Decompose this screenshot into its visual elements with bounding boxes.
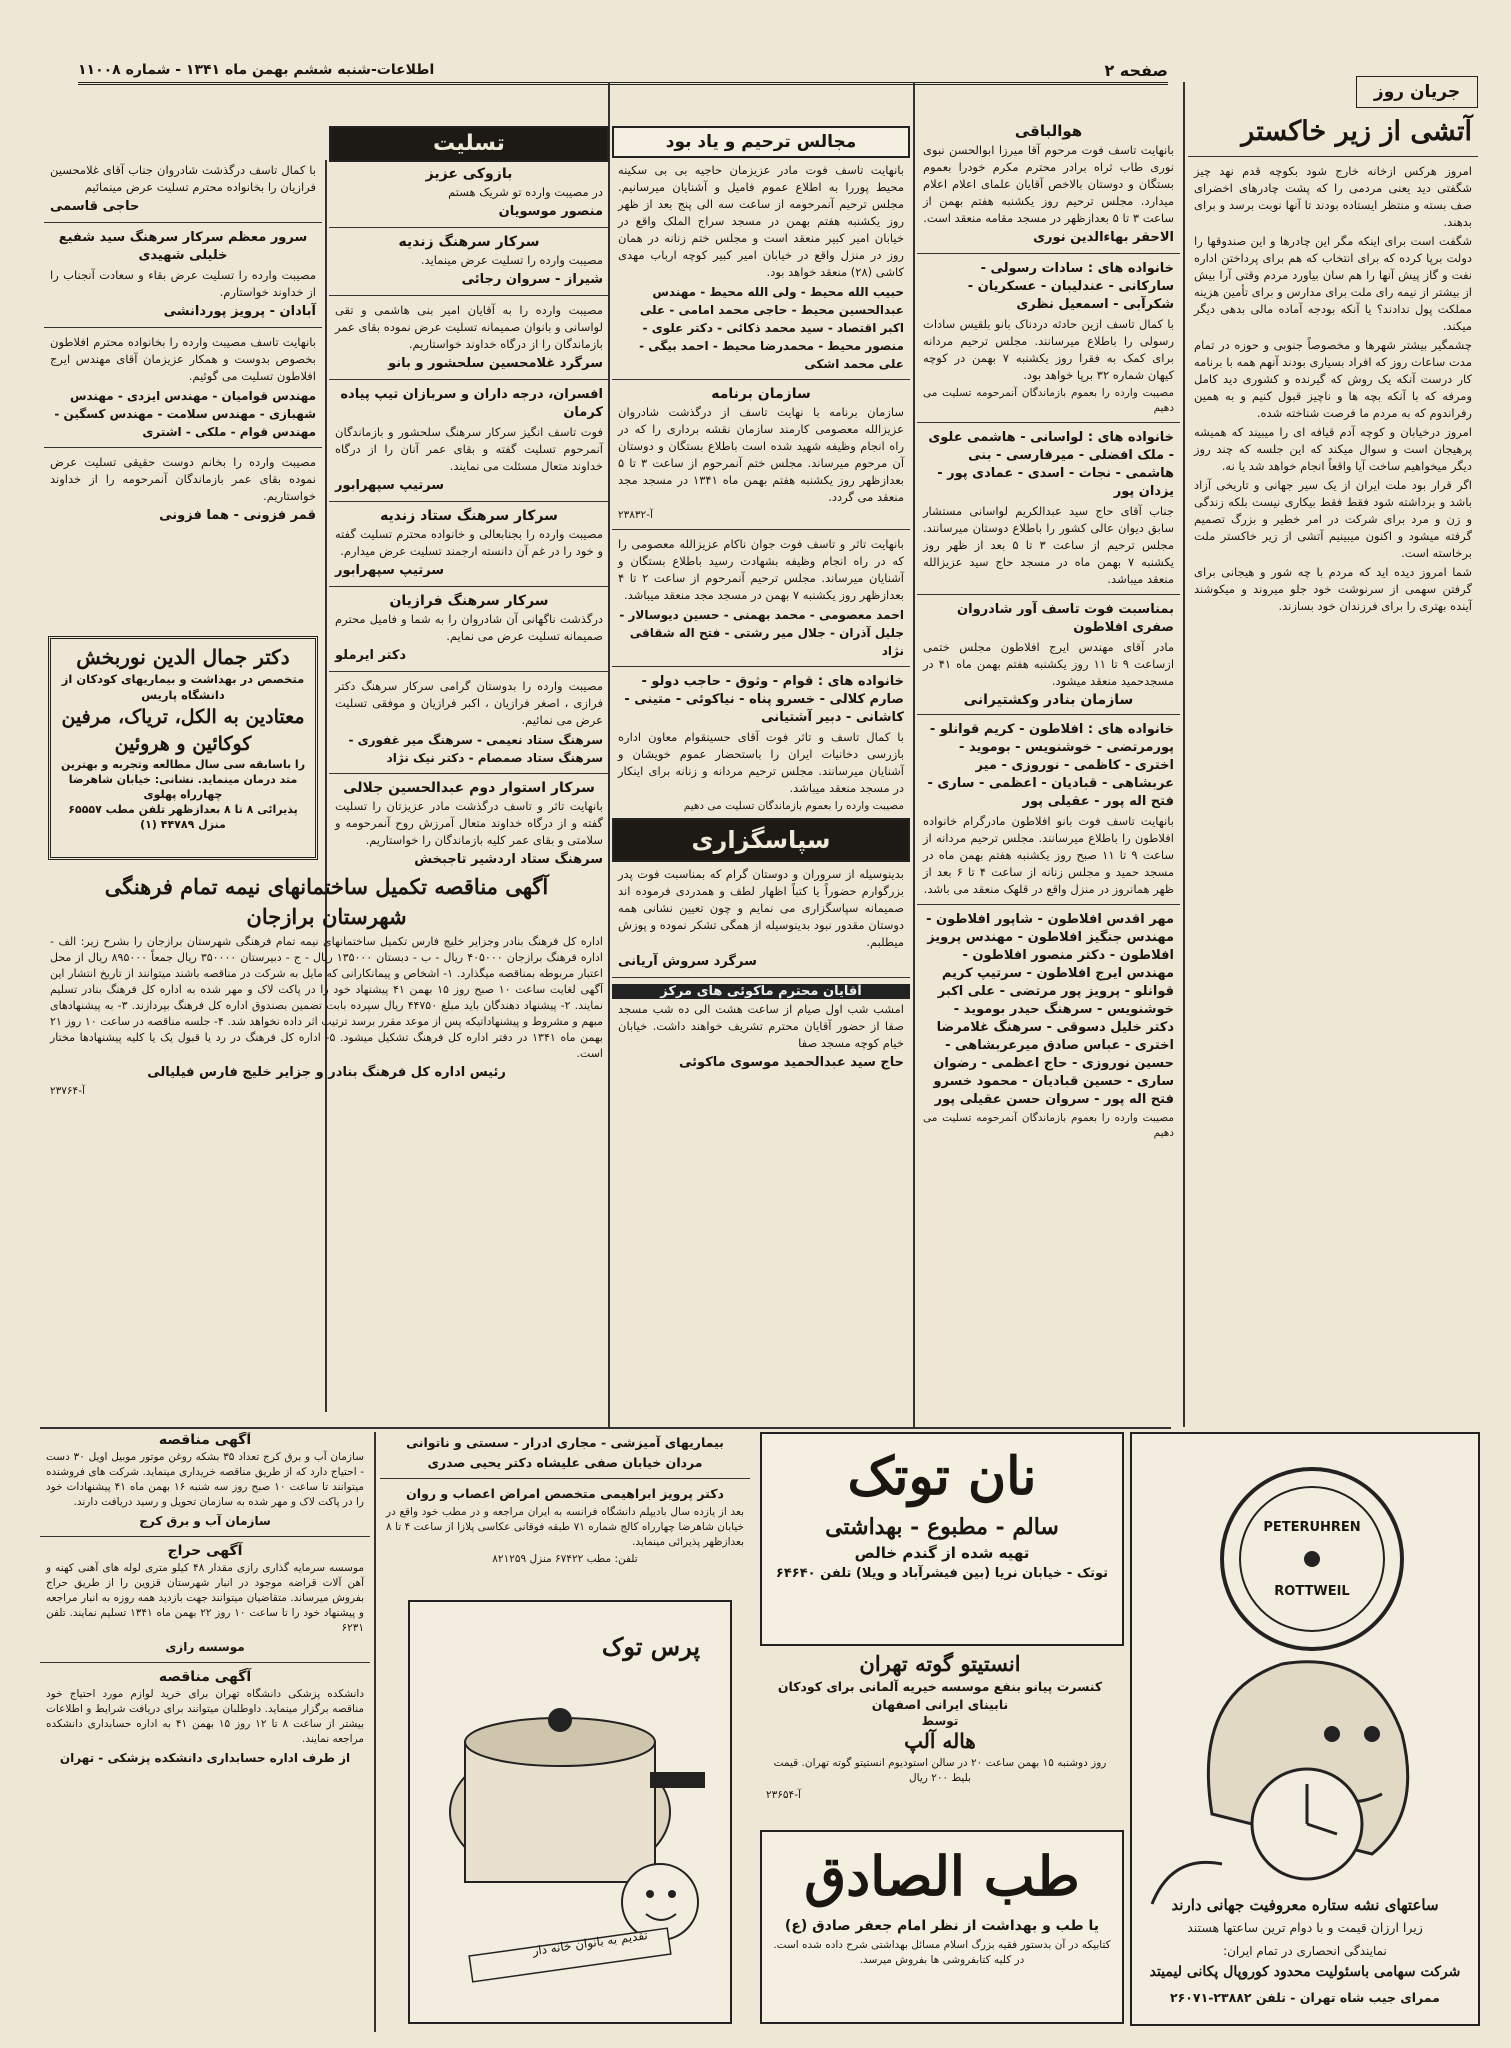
notice-title: بازوکی عزیز (425, 166, 513, 182)
watch-city: ROTTWEIL (1274, 1584, 1350, 1599)
doctors-phone: تلفن: مطب ۶۷۴۲۲ منزل ۸۲۱۲۵۹ (492, 1553, 638, 1565)
notice-title: سرکار سرهنگ زندیه (398, 234, 540, 250)
notice-title: آقایان محترم ماکوئی های مرکز (612, 984, 910, 999)
watch-company: شرکت سهامی باسئولیت محدود کوروپال پکانی لیمیتد (1149, 1964, 1461, 1980)
ad-headline: کوکائین و هروئین (114, 733, 252, 755)
notice-signature: سرتیپ سپهرابور (335, 478, 445, 493)
bottom-rule (40, 1427, 1171, 1429)
column-rule (1183, 82, 1185, 1427)
notice-signature: مصیبت وارده را بعموم بازماندگان آنمرحومه تسلیت می دهیم (923, 387, 1174, 414)
watch-ad (1130, 1432, 1480, 2026)
doctors-title: بیماریهای آمیزشی - مجاری ادرار - سستی و ناتوانی (406, 1435, 724, 1450)
thanks-banner: سپاسگزاری (612, 818, 910, 862)
classified-title: آگهی مناقصه (158, 1669, 252, 1685)
notice-body: در مصیبت وارده تو شریک هستم (448, 185, 603, 199)
notice-body: مصیبت وارده را به آقایان امیر بنی هاشمی و تقی لواسانی و بانوان صمیمانه تسلیت عرض نموده بقای عمر بازماندگان را از درگاه خداوند خواستاریم. (335, 303, 603, 351)
bread-ad (760, 1432, 1124, 1646)
notice-body: با کمال تاسف ازین حادثه دردناک بانو بلقیس سادات رسولی را باطلاع میرسانند. مجلس ترحیم مردانه برای کمک به فقرا روز یکشنبه ۷ بهمن در کوچه کیهان شماره ۳۲ برپا خواهد بود. (923, 317, 1174, 382)
column-rule (913, 82, 915, 1427)
ad-headline: معتادین به الکل، تریاک، مرفین (61, 706, 305, 728)
notice-signature: الاحقر بهاءالدین نوری (1033, 230, 1174, 245)
notice-signature: سرتیپ سپهرابور (335, 563, 445, 578)
bread-slogan: سالم - مطبوع - بهداشتی (825, 1514, 1059, 1540)
notice-title: افسران، درجه داران و سربازان تیپ پیاده کرمان (340, 387, 603, 420)
goethe-artist: هاله آلپ (904, 1729, 976, 1753)
doctor-name: دکتر جمال الدین نوربخش (76, 645, 290, 669)
column-memorials-b (612, 122, 910, 1422)
notice-title: خانواده های : لواسانی - هاشمی علوی - ملک افضلی - میرفارسی - بنی هاشمی - نجات - اسدی - عمادی پور - یزدان پور (928, 430, 1174, 499)
notice-body: با کمال تاسف درگذشت شادروان جناب آقای غلامحسین فرازیان را بخانواده محترم تسلیت عرض مینمائیم (50, 163, 316, 194)
classified-signature: سازمان آب و برق کرج (139, 1514, 271, 1528)
doctors-line: دکتر پرویز ابراهیمی متخصص امراض اعصاب و روان (406, 1486, 724, 1501)
watch-brand: PETERUHREN (1263, 1520, 1361, 1535)
notice-title: خانواده های : سادات رسولی - سارکانی - عندلیبان - عسکریان - شکرآبی - اسمعیل نظری (967, 261, 1174, 312)
tender-body: اداره کل فرهنگ بنادر وجزایر خلیج فارس تکمیل ساختمانهای نیمه تمام فرهنگی شهرستان برازجان را بشرح زیر: الف - اداره فرهنگ برازجان ۴۰۵۰۰۰ ریال - ب - دبستان ۱۳۵۰۰۰ ریال - ج - دبیرستان ۳۵۰۰۰۰ ریال جمعاً ۸۹۵۰۰۰ ریال از محل اعتبار مربوطه بمناقصه میگذارد. ۱- اشخاص و پیمانکارانی که مایل به شرکت در مناقصه باشند میتوانند از تاریخ انتشار این آگهی لغایت ساعت ۱۰ صبح روز ۱۵ بهمن ۴۱ پیشنهاد خود را در پاکت لاک و مهر شده به اداره کل فرهنگ بنادر تسلیم نمایند. ۲- پیشنهاد دهندگان باید مبلغ ۴۴۷۵۰ ریال سپرده بابت تضمین بصندوق اداره کل فرهنگ بپردازند. ۳- به پیشنهادهای مبهم و مشروط و پیشنهاداتیکه پس از موعد مقرر برسد ترتیب اثر داده نخواهد شد. ۴- جلسه مناقصه در ساعت ۱۰ روز ۲۱ بهمن ماه ۱۳۴۱ در دفتر اداره کل فرهنگ تشکیل میشود. ۵- اداره کل فرهنگ در رد یا قبول یک یا کلیه پیشنهادها مختار است. (50, 935, 604, 1060)
goethe-details: روز دوشنبه ۱۵ بهمن ساعت ۲۰ در سالن استودیوم انستیتو گوته تهران. قیمت بلیط ۲۰۰ ریال (773, 1757, 1107, 1784)
notice-body: مصیبت وارده را بدوستان گرامی سرکار سرهنگ دکتر فرازی ، اصغر فرازیان ، اکبر فرازیان و موفقی تسلیت عرض می نمائیم. (335, 679, 603, 727)
tender-signature: رئیس اداره کل فرهنگ بنادر و جزایر خلیج فارس فیلیالی (147, 1065, 506, 1080)
notice-body: بانهایت تاسف مصیبت وارده را بخانواده محترم افلاطون بخصوص بدوست و همکار عزیزمان آقای مهندس ایرج افلاطون تسلیت می گوئیم. (50, 335, 316, 383)
thanks-signature: سرگرد سروش آریانی (618, 954, 757, 969)
notice-body: بانهایت تاثر و تاسف درگذشت مادر عزیزتان را تسلیت گفته و از درگاه خداوند متعال آمرزش روح آنمرحومه و سلامتی و بقای عمر کلیه بازماندگان را خواستاریم. (335, 799, 603, 847)
goethe-code: آ-۲۳۶۵۴ (766, 1789, 801, 1801)
tender-headline: آگهی مناقصه تکمیل ساختمانهای نیمه تمام فرهنگی شهرستان برازجان (104, 874, 549, 929)
notice-body: مصیبت وارده را تسلیت عرض بقاء و سعادت آنجناب را از خداوند خواستارم. (50, 268, 316, 299)
goethe-ad (760, 1650, 1120, 1815)
notice-signature: مصیبت وارده را بعموم بازماندگان آنمرحومه تسلیت می دهیم (923, 1112, 1174, 1139)
notice-body: بانهایت تاثر و تاسف فوت جوان ناکام عزیزالله معصومی را که در راه انجام وظیفه بشهادت رسید باطلاع بستگان و آشنایان میرساند. مجلس ترحیم آنمرحوم از ساعت ۲ تا ۴ بعدازظهر روز یکشنبه ۷ بهمن در مسجد مجد منعقد میباشد. (618, 537, 905, 602)
pressure-cooker-ad (408, 1600, 732, 2024)
watch-agency: نمایندگی انحصاری در تمام ایران: (1223, 1944, 1387, 1958)
goethe-by: توسط (921, 1714, 959, 1728)
goethe-text: کنسرت پیانو بنفع موسسه خیریه آلمانی برای کودکان نابینای ایرانی اصفهان (777, 1679, 1103, 1712)
cooker-illustration (410, 1602, 730, 2022)
notice-signature: منصور موسویان (498, 204, 603, 219)
notice-title: سرور معظم سرکار سرهنگ سید شفیع خلیلی شهیدی (58, 230, 308, 263)
notice-signature: قمر فزونی - هما فزونی (159, 508, 316, 523)
watch-slogan: ساعتهای نشه ستاره معروفیت جهانی دارند (1171, 1896, 1439, 1914)
notice-signature: حاج سید عبدالحمید موسوی ماکوئی (679, 1055, 904, 1070)
notice-body: سازمان برنامه با نهایت تاسف از درگذشت شادروان عزیزالله معصومی کارمند سازمان نقشه برداری را که در راه انجام وظیفه شهید شده است باطلاع بستگان و دوستان آن مرحوم میرساند. مجلس ختم آنمرحوم از ساعت ۳ تا ۵ بعدازظهر روز یکشنبه هفتم بهمن ماه ۱۳۴۱ در مسجد مجد منعقد می گردد. (618, 405, 905, 504)
bread-brand: نان توتک (847, 1446, 1037, 1507)
notice-body: امشب شب اول صیام از ساعت هشت الی ده شب مسجد صفا از حضور آقایان محترم تشریف خواهند داشت. خیابان خیام کوچه مسجد صفا (618, 1002, 904, 1050)
notice-signature: حبیب الله محیط - ولی الله محیط - مهندس عبدالحسین محیط - حاجی محمد امامی - علی اکبر اقتصاد - سید محمد ذکائی - دکتر علوی - منصور محیط - محمدرضا محیط - احمد بیگی - علی محمد اشکی (639, 285, 904, 371)
page-number: صفحه ۲ (1104, 60, 1168, 80)
notice-body: با کمال تاسف و تاثر فوت آقای حسینقوام معاون اداره بازرسی دخانیات ایران را باستحضار عموم خویشان و آشنایان میرسانند. مجلس ترحیم مردانه و زنانه برای اینکار در مسجد منعقد میباشد. (618, 730, 904, 795)
doctors-body: بعد از یازده سال بادیپلم دانشگاه فرانسه به ایران مراجعه و در مطب خود واقع در خیابان شاهرضا چهارراه کالج شماره ۷۱ طبقه فوقانی عکاسی پلازا از ساعت ۴ تا ۸ بعدازظهر پذیرائی مینماید. (386, 1506, 744, 1548)
column-condolences-b (44, 160, 322, 630)
notice-body: بانهایت تاسف فوت مادر عزیزمان حاجیه بی بی سکینه محیط پوررا به اطلاع عموم فامیل و آشنایان میرسانیم. مجلس ترحیم آنمرحومه از ساعت سه الی پنج بعد از ظهر روز یکشنبه هفتم بهمن در مسجد سراج الملک واقع در خیابان امیر کبیر منعقد است و مجلس ختم زنانه در همان روز در منزل واقع در خیابان امیر کبیر کوچه ارباب مهدی کاشی (۲۸) منعقد خواهد بود. (618, 163, 904, 279)
column-memorials-a (917, 122, 1180, 1422)
notice-body: مادر آقای مهندس ایرج افلاطون مجلس ختمی ازساعت ۹ تا ۱۱ روز یکشنبه هفتم بهمن ماه ۴۱ در مسجدحمید منعقد میشود. (923, 640, 1175, 688)
notice-body: بانهایت تاسف فوت بانو افلاطون مادرگرام خانواده افلاطون را باطلاع میرسانند. مجلس ترحیم مردانه از ساعت ۹ تا ۱۱ صبح روز یکشنبه هفتم بهمن ماه در مسجد حمید و مجلس زنانه از ساعت ۴ تا ۶ بعد از ظهر همانروز در منزل واقع در قلهک منعقد می باشد. (923, 814, 1175, 896)
notice-signature: حاجی قاسمی (50, 199, 140, 214)
notice-title: سرکار سرهنگ ستاد زندیه (380, 508, 558, 524)
doctor-specialty: متخصص در بهداشت و بیماریهای کودکان از دانشگاه پاریس (61, 672, 305, 702)
notice-title: هوالباقی (1014, 122, 1083, 140)
watch-slogan-2: زیرا ارزان قیمت و با دوام ترین ساعتها هستند (1187, 1920, 1423, 1935)
notice-signature: مهندس قوامیان - مهندس ایزدی - مهندس شهبازی - مهندس سلامت - مهندس کسگین - مهندس قوام - ملکی - اشتری (54, 389, 316, 439)
classified-ads (40, 1432, 370, 2032)
editorial-paragraph: امروز هرکس ازخانه خارج شود بکوچه قدم نهد چیز شگفتی دید یعنی مردمی را که پشت چادرهای اخضرای صف بسته و منتظر ایستاده بودند تا آنها نوبت برسد و برای بدهند. (1194, 164, 1472, 229)
tender-notice (44, 872, 609, 1412)
notice-signature: سرهنگ ستاد اردشیر تاجبخش (414, 852, 603, 867)
page-header (78, 58, 1168, 85)
goethe-title: انستیتو گوته تهران (859, 1651, 1021, 1676)
notice-body: فوت تاسف انگیز سرکار سرهنگ سلحشور و بازماندگان آنمرحوم تسلیت گفته و بقای عمر آنان را از درگاه خداوند متعال مسئلت می نمایند. (335, 425, 603, 473)
doctor-address: را باسابقه سی سال مطالعه وتجربه و بهترین متد درمان مینماید. نشانی: خیابان شاهرضا چهارراه پهلوی (60, 758, 306, 801)
notice-code: آ-۲۳۸۳۲ (618, 509, 653, 521)
notice-names: مهر اقدس افلاطون - شاپور افلاطون - مهندس جنگیز افلاطون - مهندس پرویز افلاطون - دکتر منصور افلاطون - مهندس ایرج افلاطون - سرتیپ کریم قوانلو - پرویز پور مرتضی - علی اکبر خوشنویس - سرهنگ حیدر بوموید - دکتر خلیل دسوقی - سرهنگ غلامرضا اختری - عباس صادق میرعربشاهی - حسین نوروزی - حاج اعظمی - رضوان ساری - حسین قبادیان - محمود خسرو فتح اله پور - سروان حسن عقیلی پور (926, 912, 1174, 1107)
cooker-caption: تقدیم به بانوان خانه دار (531, 1927, 649, 1959)
notice-signature: سازمان بنادر وکشتیرانی (963, 692, 1134, 708)
editorial-paragraph: شگفت است برای اینکه مگر این چادرها و این صندوقها را دولت برپا کرده که برای انتخاب که هم برای پرداختن اداره نفت و گاز پیش آنها را هم سان بیاورد مردم وقتی آرا بیش از بیشتر از نیمه رای ملت برای مدارس و برای تأمین هزینه مملکت پول ندادند؟ یا آنکه بودجه آماده مالی بدهی دیگر میکند. (1194, 234, 1472, 333)
editorial-paragraph: اگر قرار بود ملت ایران از یک سیر جهانی و تاریخی آزاد باشد و برداشته شود فقط فقط بیکاری نیست بلکه زندگی و زن و مرد برای شرکت در امر خطیر و بزرگ تصمیم گرفته میشود و اکنون میبینیم آتشی از زیر خاکستر ملت برخاسته است. (1194, 478, 1472, 560)
notice-title: سرکار استوار دوم عبدالحسین جلالی (343, 780, 595, 796)
editorial-paragraph: شما امروز دیده اید که مردم با چه شور و هیجانی برای گرفتن سهمی از سرنوشت خود جلو میروند و میکوشند آینده بهتری را برای فرزندان خود بسازند. (1194, 565, 1472, 613)
notice-body: مصیبت وارده را بخانم دوست حقیقی تسلیت عرض نموده بقای عمر بازماندگان آنمرحومه را از خداوند خواستاریم. (50, 455, 316, 503)
issue-info: اطلاعات-شنبه ششم بهمن ماه ۱۳۴۱ - شماره ۱۱۰۰۸ (78, 62, 435, 78)
notice-body: مصیبت وارده را تسلیت عرض مینماید. (420, 253, 603, 267)
classified-title: آگهی حراج (167, 1543, 243, 1559)
column-editorial (1188, 72, 1478, 1432)
notice-signature: آبادان - پرویز پوردانشی (163, 304, 316, 319)
notice-signature: سرهنگ ستاد نعیمی - سرهنگ میر غفوری - سرهنگ ستاد صمصام - دکتر نیک نژاد (348, 733, 603, 765)
notice-title: بمناسبت فوت تاسف آور شادروان صفری افلاطون (957, 602, 1174, 635)
section-label: جریان روز (1356, 76, 1478, 108)
editorial-paragraph: امروز درخیابان و کوچه آدم قیافه ای را میبیند که همیشه پرهیجان است و سوال میکند که این جلسه که چند روز دیگر میخواهیم ساخت آیا واقعاً انجام خواهد شد یا نه. (1194, 425, 1472, 473)
notice-signature: احمد معصومی - محمد بهمنی - حسین دیوسالار - جلیل آذران - جلال میر رشتی - فتح اله شقاقی نژاد (619, 608, 904, 658)
book-title: طب الصادق (804, 1844, 1080, 1908)
tender-code: آ-۲۳۷۶۴ (50, 1085, 85, 1097)
book-subtitle: یا طب و بهداشت از نظر امام جعفر صادق (ع) (784, 1918, 1100, 1934)
cooker-brand: پرس توک (601, 1632, 700, 1661)
notice-signature: دکتر ایرملو (335, 648, 407, 663)
editorial-paragraph: چشمگیر بیشتر شهرها و مخصوصاً جنوبی و حوزه در تمام مدت ساعات روز که افراد بسیاری بودند آنهم همه با برنامه کار درست آنکه یک روش که گیرنده و کشوری دید کامل ومرفه که با آنکه بچه ها و ناچیز قبول کنیم و به همین رفراندوم که به مردم ما فرصت شناخته شده. (1194, 338, 1472, 420)
notice-body: بانهایت تاسف فوت مرحوم آقا میرزا ابوالحسن نبوی نوری طاب ثراه برادر محترم مکرم خودرا بعموم بستگان و دوستان بالاخص آقایان علمای اعلام اعلام میدارد. مجلس ترحیم روز یکشنبه هفتم بهمن از ساعت ۳ تا ۵ بعدازظهر در مسجد مقامه منعقد است. (923, 143, 1174, 225)
thanks-body: بدینوسیله از سروران و دوستان گرام که بمناسبت فوت پدر بزرگوارم حضوراً یا کتباً اظهار لطف و همدردی فرموده اند صمیمانه سپاسگزاری می نمایم و چون تعیین نشانی همه دوستان مقدور نبود بدینوسیله از همگی تشکر نموده و پوزش میطلبم. (618, 867, 904, 949)
watch-address: ممرای جیب شاه تهران - تلفن ۲۳۸۸۲-۲۶۰۷۱ (1170, 1990, 1440, 2005)
classified-body: سازمان آب و برق کرج تعداد ۳۵ بشکه روغن موتور موبیل اویل ۳۰ دست - احتیاج دارد که از طریق مناقصه خریداری مینماید. شرکت های فروشنده میتوانند تا ساعت ۱۰ صبح روز سه شنبه ۱۶ بهمن ماه ۴۱ پیشنهادات خود را در پاکت لاک و مهر شده به سازمان تحویل و رسید دریافت دارند. (46, 1451, 364, 1508)
doctors-ad (380, 1432, 750, 1590)
notice-title: خانواده های : قوام - وثوق - حاجب دولو - صارم کلالی - خسرو پناه - نیاکوئی - متینی - کاشانی - دبیر آشتیانی (624, 674, 904, 725)
notice-signature: شیراز - سروان رجائی (461, 272, 603, 287)
doctor-ad (48, 636, 318, 860)
classified-body: دانشکده پزشکی دانشگاه تهران برای خرید لوازم مورد احتیاج خود مناقصه برگزار مینماید. داوطلبان میتوانند برای دریافت شرایط و اطلاعات بیشتر از ساعت ۸ تا ۱۲ روز ۱۵ بهمن ۴۱ به اداره حسابداری دانشکده مراجعه نمایند. (46, 1688, 365, 1745)
book-ad (760, 1830, 1124, 2024)
notice-title: خانواده های : افلاطون - کریم قوانلو - پورمرتضی - خوشنویس - بوموید - اختری - کاظمی - نوروزی - میر عربشاهی - قبادیان - اعظمی - ساری - فتح اله پور - عقیلی پور (927, 722, 1174, 809)
notice-signature: سرگرد غلامحسین سلحشور و بانو (388, 356, 603, 371)
notice-signature: مصیبت وارده را بعموم بازماندگان تسلیت می دهیم (683, 800, 904, 812)
editorial-headline: آتشی از زیر خاکستر (1241, 116, 1472, 147)
notice-body: مصیبت وارده را بجنابعالی و خانواده محترم تسلیت گفته و خود را در غم آن دانسته ارجمند تسلیت عرض میدارم. (335, 527, 603, 558)
classified-signature: موسسه رازی (165, 1640, 245, 1654)
notice-body: درگذشت ناگهانی آن شادروان را به شما و فامیل محترم صمیمانه تسلیت عرض می نمایم. (335, 612, 603, 643)
classified-body: موسسه سرمایه گذاری رازی مقدار ۴۸ کیلو متری لوله های آهنی کهنه و آهن آلات قراضه موجود در انبار شهرستان قزوین را از طریق حراج بفروش میرساند. متقاضیان میتوانند جهت بازدید همه روزه به انبار مراجعه و پیشنهاد خود را تا ساعت ۱۰ روز ۲۲ بهمن ماه ۱۳۴۱ تسلیم نمایند. تلفن ۶۲۳۱ (46, 1562, 364, 1634)
notice-title: سازمان برنامه (711, 386, 811, 402)
bread-address: توتک - خیابان نریا (بین فیشرآباد و ویلا) تلفن ۶۴۶۴۰ (775, 1566, 1109, 1581)
condolence-banner: تسلیت (329, 126, 609, 162)
book-text: کتابیکه در آن بدستور فقیه بزرگ اسلام مسائل بهداشتی شرح داده شده است. در کلیه کتابفروشی ها بفروش میرسد. (773, 1939, 1111, 1966)
classified-title: آگهی مناقصه (158, 1432, 252, 1448)
doctors-line: مردان خیابان صفی علیشاه دکتر یحیی صدری (427, 1455, 703, 1470)
bread-line: تهیه شده از گندم خالص (854, 1544, 1030, 1562)
notice-body: جناب آقای حاج سید عبدالکریم لواسانی مستشار سابق دیوان عالی کشور را باطلاع دوستان میرسانند. مجلس ترحیم از ساعت ۳ تا ۵ بعد از ظهر روز یکشنبه ۷ بهمن ماه در مسجد حاج سید عزیزالله منعقد میباشد. (923, 504, 1175, 586)
doctor-hours: پذیرائی ۸ تا ۸ بعدازظهر تلفن مطب ۶۵۵۵۷ منزل ۴۴۷۸۹ (۱) (68, 803, 298, 831)
notice-title: سرکار سرهنگ فرازیان (389, 593, 549, 609)
memorials-banner: مجالس ترحیم و یاد بود (612, 126, 910, 158)
classified-signature: از طرف اداره حسابداری دانشکده پزشکی - تهران (59, 1751, 351, 1765)
